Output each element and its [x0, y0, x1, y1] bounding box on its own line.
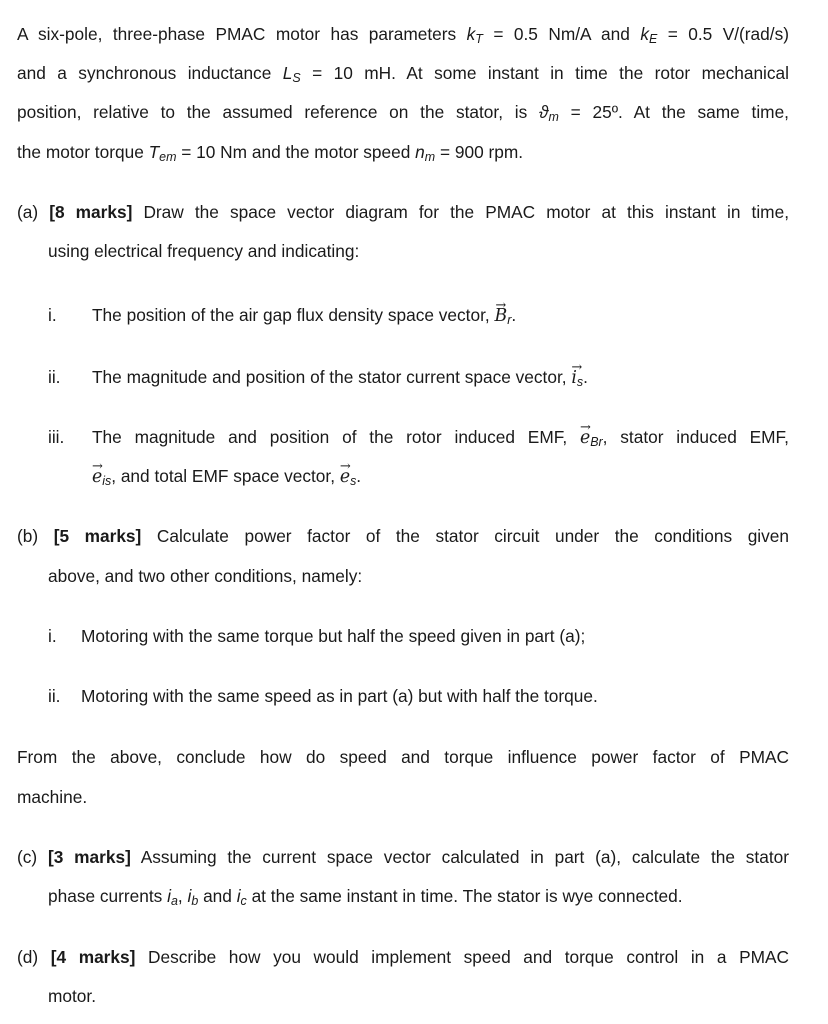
part-b-line-1: (b) [5 marks] Calculate power factor of the stator circuit under the conditions given — [17, 526, 789, 546]
part-d-line-2: motor. — [48, 986, 97, 1006]
part-b-conclusion-line-2: machine. — [17, 787, 88, 807]
e-s-vector-symbol: → e — [340, 465, 350, 489]
B-r-vector-symbol: → B — [495, 304, 508, 328]
part-a-item-iii-line-1: The magnitude and position of the rotor induced EMF, → $e_{Br}$, stator induced EMF, — [92, 425, 789, 449]
part-b-item-ii-number: ii. — [48, 686, 61, 706]
part-c-line-2: phase currents $i_a$, $i_b$ and $i_c$ at the same instant in time. The stator is wye connected. — [48, 886, 683, 909]
intro-line-3: position, relative to the assumed reference on the stator, is $ϑ_m$ = 25º. At the same time, — [17, 102, 789, 124]
part-a-item-iii-number: iii. — [48, 427, 65, 447]
part-b-item-ii: Motoring with the same speed as in part (a) but with half the torque. — [81, 686, 598, 706]
part-a-item-ii: The magnitude and position of the stator current space vector, → $i_s$. — [92, 365, 588, 390]
part-c-line-1: (c) [3 marks] Assuming the current space vector calculated in part (a), calculate the stator — [17, 847, 789, 867]
part-a-line-1: (a) [8 marks] Draw the space vector diagram for the PMAC motor at this instant in time, — [17, 202, 789, 222]
part-a-line-2: using electrical frequency and indicating: — [48, 241, 360, 261]
intro-line-4: the motor torque $T_{em} = 10$ Nm and the motor speed $n_m = 900$ rpm. — [17, 142, 524, 165]
intro-line-2: and a synchronous inductance $L_S = 10$ mH. At some instant in time the rotor mechanical — [17, 63, 789, 85]
part-b-item-i: Motoring with the same torque but half the speed given in part (a); — [81, 626, 586, 646]
part-d-line-1: (d) [4 marks] Describe how you would implement speed and torque control in a PMAC — [17, 947, 789, 967]
part-a-item-ii-number: ii. — [48, 367, 61, 387]
part-a-item-i-number: i. — [48, 305, 57, 325]
part-b-line-2: above, and two other conditions, namely: — [48, 566, 363, 586]
part-b-conclusion-line-1: From the above, conclude how do speed and torque influence power factor of PMAC — [17, 747, 789, 767]
intro-line-1: A six-pole, three-phase PMAC motor has parameters $k_T = 0.5$ Nm/A and $k_E = 0.5$ V/(rad/s) — [17, 24, 789, 46]
part-a-item-i: The position of the air gap flux density space vector, → $B_r$. — [92, 303, 516, 328]
part-b-item-i-number: i. — [48, 626, 57, 646]
part-a-item-iii-line-2: → $e_{is}$, and total EMF space vector, → $e_s$. — [92, 464, 361, 489]
e-Br-vector-symbol: → e — [580, 426, 590, 449]
i-s-vector-symbol: → i — [571, 366, 577, 390]
e-is-vector-symbol: → e — [92, 465, 102, 489]
